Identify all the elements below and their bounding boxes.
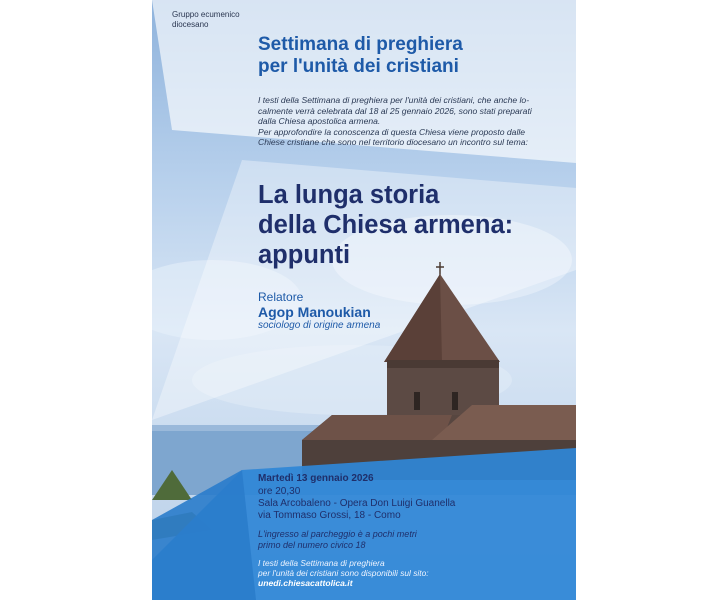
- intro-line: dalla Chiesa apostolica armena.: [258, 116, 381, 127]
- intro-line: I testi della Settimana di preghiera per l'unità dei cristiani, che anche lo-: [258, 95, 530, 105]
- title-line: Settimana di preghiera: [258, 34, 463, 55]
- parking-line: L'ingresso al parcheggio è a pochi metri: [258, 529, 417, 539]
- talk-title-line: appunti: [258, 241, 351, 269]
- intro-line: Chiese cristiane che sono nel territorio diocesano un incontro sul tema:: [258, 137, 528, 148]
- event-time: ore 20,30: [258, 486, 301, 497]
- speaker-label: Relatore: [258, 290, 304, 304]
- poster: [152, 0, 576, 600]
- intro-text: [258, 95, 570, 148]
- footer-line: per l'unità dei cristiani sono disponibili sul sito:: [258, 568, 429, 578]
- footer-line: I testi della Settimana di preghiera: [258, 558, 385, 568]
- intro-line: Per approfondire la conoscenza di questa Chiesa viene proposto dalle: [258, 126, 526, 137]
- talk-title-line: della Chiesa armena:: [258, 211, 514, 239]
- organizer-line: Gruppo ecumenico: [172, 10, 240, 19]
- parking-note: [258, 529, 518, 551]
- title-line: per l'unità dei cristiani: [258, 56, 459, 77]
- speaker-name: Agop Manoukian: [258, 304, 371, 320]
- talk-title: [258, 180, 576, 270]
- website-link[interactable]: unedi.chiesacattolica.it: [258, 578, 353, 588]
- talk-title-line: La lunga storia: [258, 181, 440, 209]
- parking-line: primo del numero civico 18: [258, 540, 366, 550]
- organizer: [172, 10, 262, 30]
- event-date: Martedì 13 gennaio 2026: [258, 473, 374, 484]
- intro-line: calmente verrà celebrata dal 18 al 25 gennaio 2026, sono stati preparati: [258, 105, 532, 116]
- event-venue: Sala Arcobaleno - Opera Don Luigi Guanella: [258, 498, 456, 509]
- organizer-line: diocesano: [172, 20, 209, 29]
- footer-note: [258, 558, 558, 578]
- page-title: [258, 34, 558, 78]
- speaker-description: sociologo di origine armena: [258, 320, 381, 331]
- event-address: via Tommaso Grossi, 18 - Como: [258, 510, 401, 521]
